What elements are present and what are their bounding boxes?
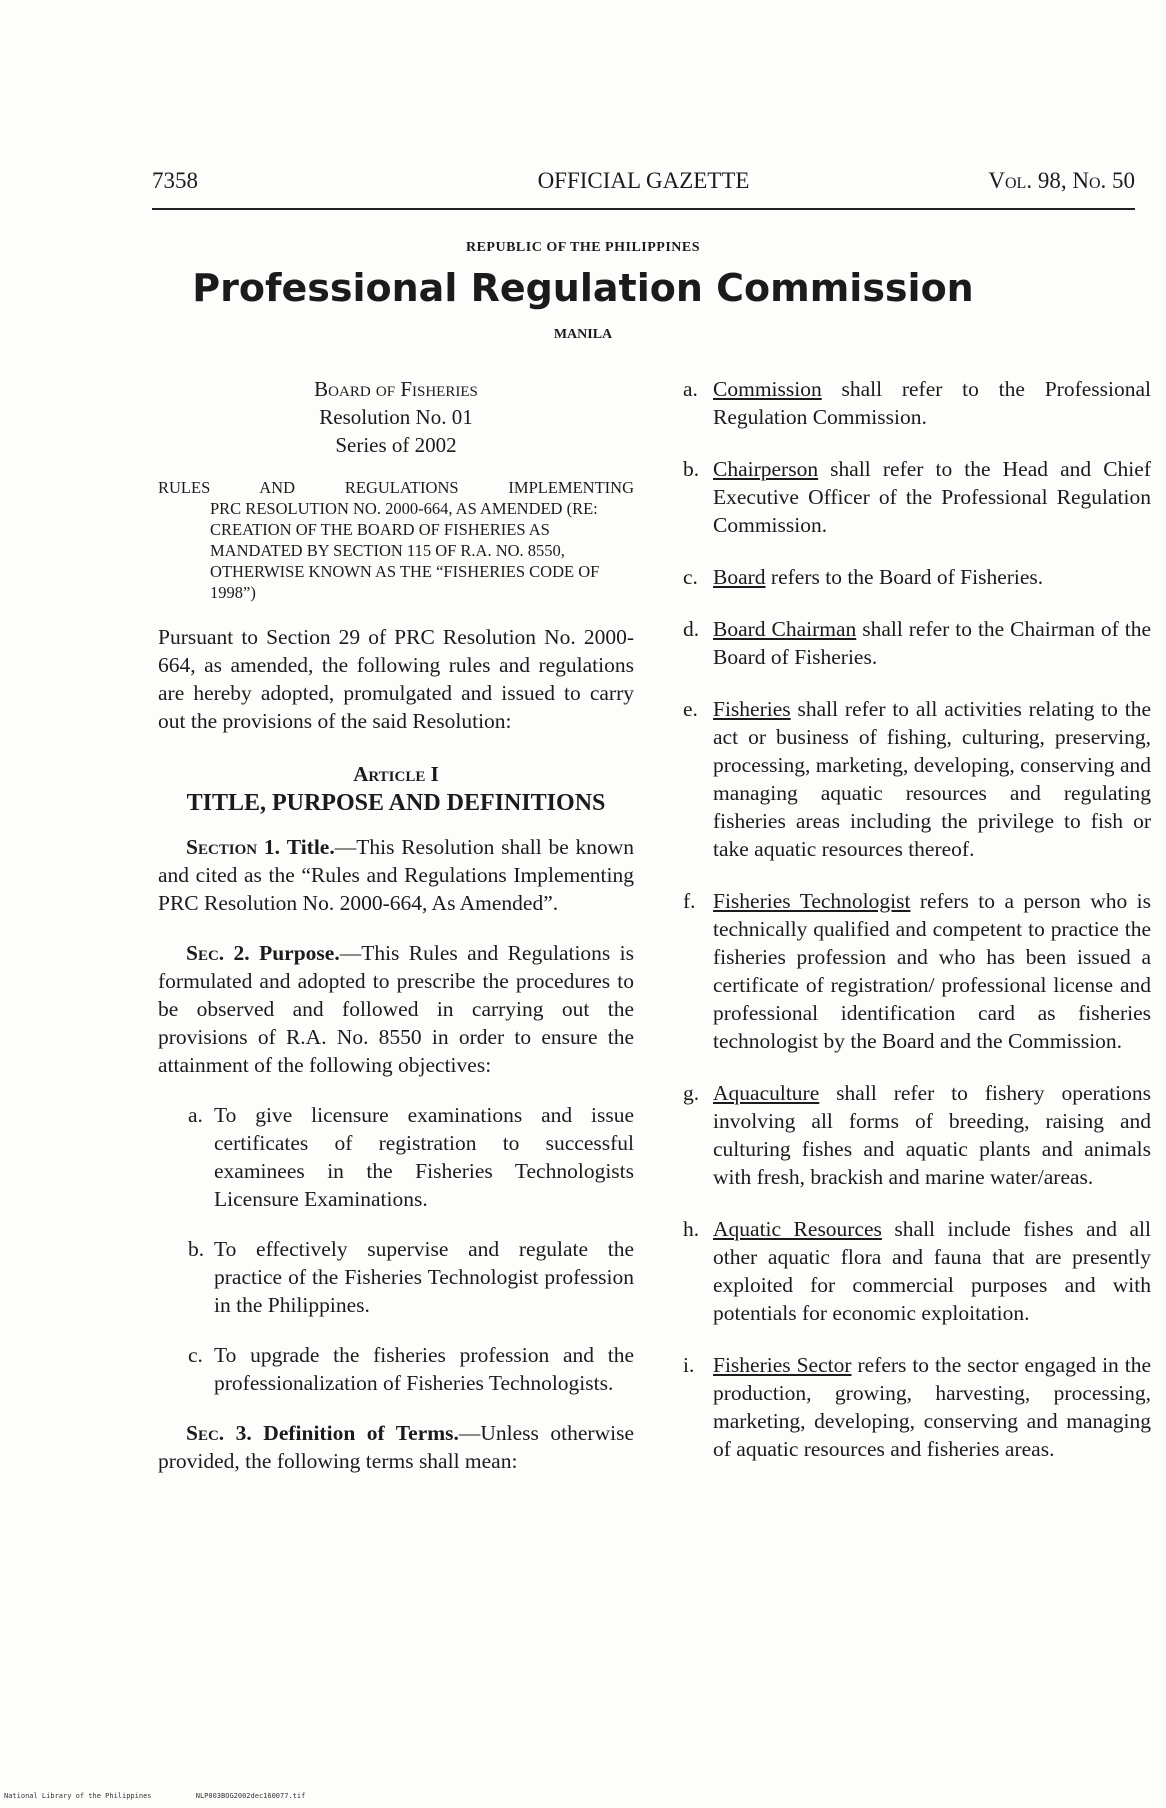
volume-number: Vol. 98, No. 50 bbox=[988, 168, 1135, 193]
objective-marker: c. bbox=[188, 1343, 203, 1367]
board-name: Board of Fisheries bbox=[314, 377, 478, 401]
definition-term: Fisheries bbox=[713, 697, 791, 721]
section-3-heading: Definition of Terms. bbox=[263, 1421, 459, 1445]
definition-term: Board bbox=[713, 565, 766, 589]
definition-item bbox=[683, 1215, 1151, 1327]
objective-text: To give licensure examinations and issue certificates of registration to successful examinees in the Fisheries Technologists Licensure Examinations. bbox=[214, 1103, 634, 1211]
definition-item bbox=[683, 1351, 1151, 1463]
definition-text: shall refer to the Professional Regulation Commission. bbox=[713, 377, 1151, 429]
section-1-body: —This Resolution shall be known and cited as the “Rules and Regulations Implementing PRC Resolution No. 2000-664, As Amended”. bbox=[158, 835, 635, 915]
article-title: TITLE, PURPOSE AND DEFINITIONS bbox=[186, 790, 606, 816]
section-3-body: —Unless otherwise provided, the following terms shall mean: bbox=[158, 1421, 634, 1473]
definition-marker: f. bbox=[683, 889, 696, 913]
definition-text: shall refer to all activities relating to the act or business of fishing, culturing, preserving, processing, marketing, developing, conserving and managing aquatic resources and regulating fisheries areas including the privilege to fish or take aquatic resources thereof. bbox=[713, 697, 1151, 861]
definition-item bbox=[683, 887, 1151, 1055]
objective-item bbox=[158, 1235, 634, 1319]
preamble: Pursuant to Section 29 of PRC Resolution No. 2000-664, as amended, the following rules and regulations are hereby adopted, promulgated and issued to carry out the provisions of the said Resolution: bbox=[158, 625, 634, 733]
gazette-title: OFFICIAL GAZETTE bbox=[537, 168, 750, 193]
definition-marker: c. bbox=[683, 565, 698, 589]
rules-title-rest: PRC RESOLUTION NO. 2000-664, AS AMENDED (RE: CREATION OF THE BOARD OF FISHERIES AS MANDATED BY SECTION 115 OF R.A. NO. 8550, OTHERWISE KNOWN AS THE “FISHERIES CODE OF 1998”) bbox=[210, 499, 600, 602]
definition-item bbox=[683, 375, 1151, 431]
rules-title bbox=[158, 477, 634, 603]
definition-term: Commission bbox=[713, 377, 822, 401]
republic-line: REPUBLIC OF THE PHILIPPINES bbox=[465, 240, 701, 255]
definition-term: Aquatic Resources bbox=[713, 1217, 882, 1241]
resolution-number: Resolution No. 01 bbox=[319, 405, 473, 429]
definition-text: refers to a person who is technically qualified and competent to practice the fisheries profession and who has been issued a certificate of registration/ professional license and professional identification card as fisheries technologist by the Board and the Commission. bbox=[713, 889, 1152, 1053]
objective-item bbox=[158, 1101, 634, 1213]
definition-term: Fisheries Sector bbox=[713, 1353, 852, 1377]
rules-title-first-line: RULES AND REGULATIONS IMPLEMENTING bbox=[158, 478, 634, 497]
definition-marker: i. bbox=[683, 1353, 695, 1377]
definition-term: Chairperson bbox=[713, 457, 819, 481]
definition-term: Aquaculture bbox=[713, 1081, 820, 1105]
page-number: 7358 bbox=[152, 168, 198, 193]
running-header bbox=[152, 168, 1135, 210]
section-2 bbox=[158, 939, 634, 1079]
definition-text: refers to the sector engaged in the production, growing, harvesting, processing, marketing, developing, conserving and managing of aquatic resources and fisheries areas. bbox=[713, 1353, 1152, 1461]
definition-text: shall include fishes and all other aquatic flora and fauna that are presently exploited for commercial purposes and with potentials for economic exploitation. bbox=[713, 1217, 1151, 1325]
section-3 bbox=[158, 1419, 634, 1475]
definition-marker: e. bbox=[683, 697, 698, 721]
definition-marker: a. bbox=[683, 377, 698, 401]
objective-marker: b. bbox=[188, 1237, 205, 1261]
section-1-heading: Title. bbox=[286, 835, 335, 859]
definition-text: shall refer to the Chairman of the Board of Fisheries. bbox=[713, 617, 1152, 669]
definition-item bbox=[683, 455, 1151, 539]
section-1-label: Section 1. bbox=[186, 835, 280, 859]
definition-term: Fisheries Technologist bbox=[713, 889, 911, 913]
section-2-heading: Purpose. bbox=[259, 941, 340, 965]
definition-item bbox=[683, 1079, 1151, 1191]
commission-title: Professional Regulation Commission bbox=[192, 266, 974, 310]
objective-marker: a. bbox=[188, 1103, 203, 1127]
definition-item bbox=[683, 563, 1151, 591]
definition-term: Board Chairman bbox=[713, 617, 857, 641]
definition-marker: b. bbox=[683, 457, 700, 481]
section-3-label: Sec. 3. bbox=[186, 1421, 252, 1445]
definition-marker: g. bbox=[683, 1081, 700, 1105]
resolution-series: Series of 2002 bbox=[335, 433, 457, 457]
definition-marker: d. bbox=[683, 617, 700, 641]
definition-item bbox=[683, 695, 1151, 863]
definition-text: refers to the Board of Fisheries. bbox=[765, 565, 1044, 589]
city-line: MANILA bbox=[553, 327, 613, 342]
footer-file: NLP003BOG2002dec160077.tif bbox=[195, 1792, 306, 1800]
article-label: Article I bbox=[353, 762, 439, 786]
definition-text: shall refer to fishery operations involving all forms of breeding, raising and culturing fishes and aquatic plants and animals with fresh, brackish and marine water/areas. bbox=[713, 1081, 1151, 1189]
section-2-label: Sec. 2. bbox=[186, 941, 250, 965]
definition-marker: h. bbox=[683, 1217, 700, 1241]
objective-item bbox=[158, 1341, 634, 1397]
definition-text: shall refer to the Head and Chief Executive Officer of the Professional Regulation Commission. bbox=[713, 457, 1151, 537]
scan-footer bbox=[4, 1792, 345, 1800]
objective-text: To upgrade the fisheries profession and the professionalization of Fisheries Technologists. bbox=[214, 1343, 634, 1395]
objective-text: To effectively supervise and regulate the practice of the Fisheries Technologist profession in the Philippines. bbox=[214, 1237, 634, 1317]
section-2-body: —This Rules and Regulations is formulated and adopted to prescribe the procedures to be observed and followed in carrying out the provisions of R.A. No. 8550 in order to ensure the attainment of the following objectives: bbox=[158, 941, 635, 1077]
definition-item bbox=[683, 615, 1151, 671]
left-column bbox=[158, 375, 634, 1475]
right-column bbox=[683, 375, 1151, 1487]
section-1 bbox=[158, 833, 634, 917]
footer-library: National Library of the Philippines bbox=[4, 1792, 152, 1800]
